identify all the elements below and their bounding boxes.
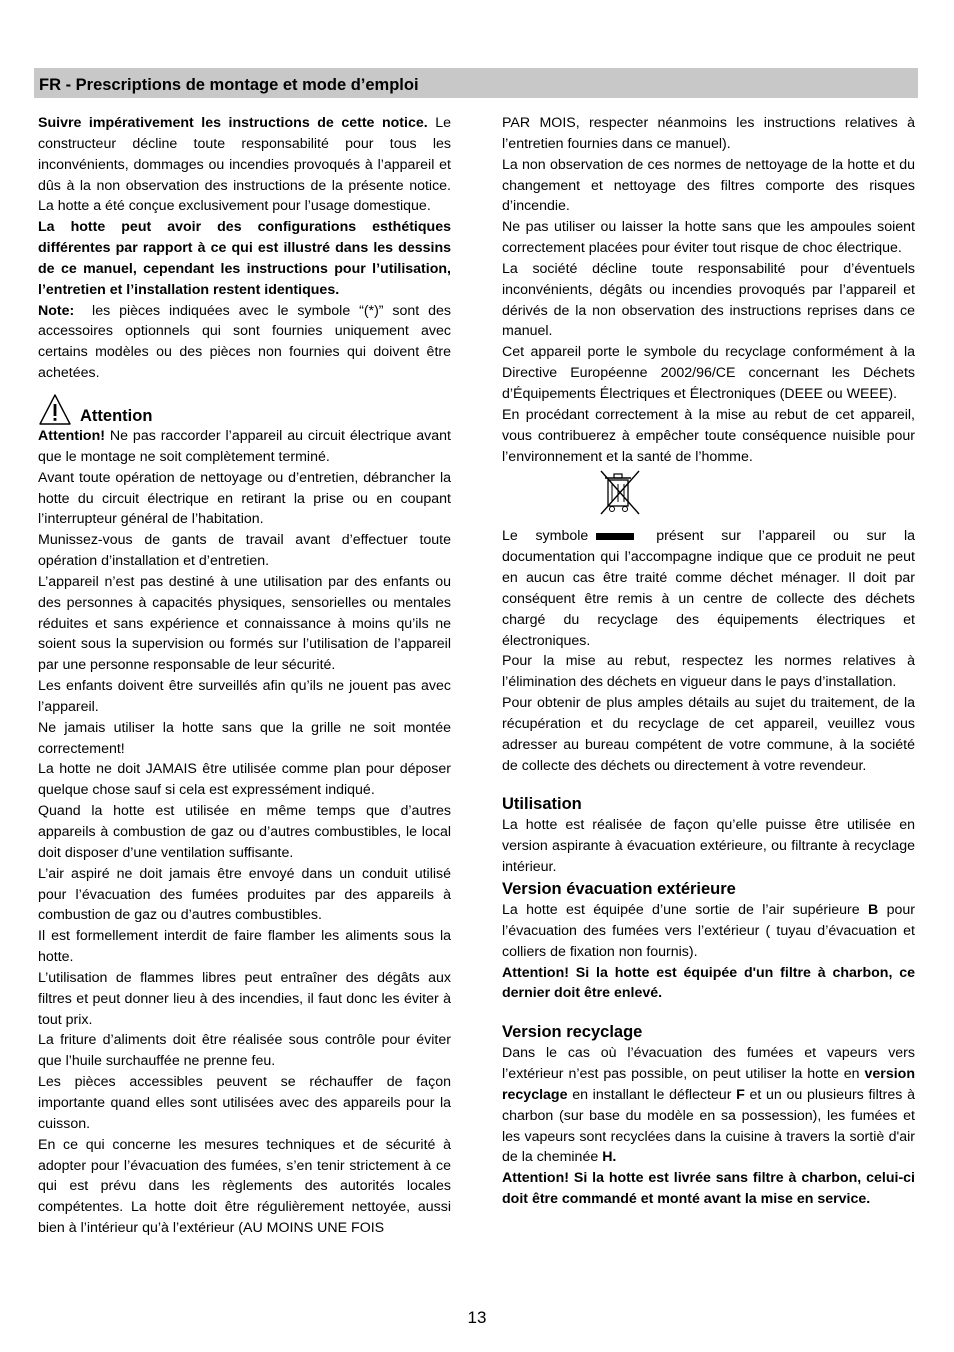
letter-h: H. [602, 1149, 617, 1166]
intro-bold: Suivre impérativement les instructions de cette notice. [38, 115, 428, 131]
paragraph: La société décline toute responsabilité pour d’éventuels inconvénients, dégâts ou incendies provoqués par l’appareil et dérivés de la non observation des instructions reprises dans ce manuel. [502, 260, 915, 340]
paragraph: PAR MOIS, respecter néanmoins les instructions relatives à l’entretien fournies dans ce manuel). [502, 115, 915, 152]
paragraph: Avant toute opération de nettoyage ou d’entretien, débrancher la hotte du circuit électrique en retirant la prise ou en coupant l’interrupteur général de l’habitation. [38, 469, 451, 528]
attention-heading-row [38, 393, 451, 427]
intro-paragraph [38, 113, 451, 217]
weee-bar-icon [596, 533, 634, 540]
attention-text: Ne pas raccorder l’appareil au circuit électrique avant que le montage ne soit complètement terminé. [38, 427, 451, 465]
exterior-text [502, 900, 915, 963]
symbol-prefix: Le symbole [502, 528, 589, 545]
paragraph: Les enfants doivent être surveillés afin qu’ils ne jouent pas avec l’appareil. [38, 678, 451, 715]
exterior-warning: Attention! Si la hotte est équipée d'un filtre à charbon, ce dernier doit être enlevé. [502, 964, 915, 1002]
symbol-paragraph [502, 526, 915, 651]
crossed-bin-icon [598, 468, 642, 518]
paragraph: L’appareil n’est pas destiné à une utilisation par des enfants ou des personnes à capacités physiques, sensorielles ou mentales réduites et sans expérience et connaissance à moins qu’ils ne soient sous la supervision ou formés sur l’utilisation de l’appareil par une personne responsable de leur sécurité. [38, 573, 451, 674]
paragraph: Ne jamais utiliser la hotte sans que la grille ne soit montée correctement! [38, 719, 451, 757]
exterior-text-b: pour l’évacuation des fumées vers l’extérieur ( tuyau d’évacuation et colliers de fixation non fournis). [502, 902, 915, 960]
attention-heading: Attention [80, 406, 153, 425]
page-number: 13 [467, 1308, 487, 1327]
note-label: Note: [38, 302, 75, 319]
config-notice: La hotte peut avoir des configurations esthétiques différentes par rapport à ce qui est illustré dans les dessins de ce manuel, cependant les instructions pour l’utilisation, l’entretien et l’installation restent identiques. [38, 219, 451, 298]
recycling-text [502, 1043, 915, 1168]
paragraph: La hotte ne doit JAMAIS être utilisée comme plan pour déposer quelque chose sauf si cela est expressément indiqué. [38, 761, 451, 799]
paragraph: L’utilisation de flammes libres peut entraîner des dégâts aux filtres et peut donner lieu à des incendies, il faut donc les éviter à tout prix. [38, 969, 451, 1028]
paragraph: Il est formellement interdit de faire flamber les aliments sous la hotte. [38, 928, 451, 966]
section-title: FR - Prescriptions de montage et mode d’emploi [39, 76, 419, 94]
right-column [502, 113, 915, 1210]
attention-paragraph [38, 426, 451, 468]
left-column [38, 113, 451, 1239]
paragraph: Pour obtenir de plus amples détails au sujet du traitement, de la récupération et du recyclage de cet appareil, veuillez vous adresser au bureau compétent de votre commune, à la société de collecte des déchets ou directement à votre revendeur. [502, 695, 915, 774]
paragraph: Pour la mise au rebut, respectez les normes relatives à l’élimination des déchets en vigueur dans le pays d’installation. [502, 653, 915, 691]
exterior-heading: Version évacuation extérieure [502, 880, 736, 898]
paragraph: La friture d’aliments doit être réalisée sous contrôle pour éviter que l’huile surchauffée ne prenne feu. [38, 1032, 451, 1070]
recycling-warning: Attention! Si la hotte est livrée sans filtre à charbon, celui-ci doit être commandé et monté avant la mise en service. [502, 1170, 915, 1208]
note-text: les pièces indiquées avec le symbole “(*)” sont des accessoires optionnels qui sont fournies uniquement avec certains modèles ou des pièces non fournies qui doivent être achetées. [38, 302, 451, 382]
recycling-bold: version recyclage [502, 1066, 915, 1103]
recycling-text-a: Dans le cas où l’évacuation des fumées et vapeurs vers l’extérieur n’est pas possible, on peut utiliser la hotte en [502, 1045, 915, 1083]
paragraph: Les pièces accessibles peuvent se réchauffer de façon importante quand elles sont utilisées avec des appareils pour la cuisson. [38, 1074, 451, 1132]
symbol-text: présent sur l’appareil ou sur la documentation qui l’accompagne indique que ce produit ne peut en aucun cas être traité comme déchet ménager. Il doit par conséquent être remis à un centre de collecte des déchets chargé du recyclage des équipements électriques et électroniques. [502, 528, 915, 649]
recycling-text-b: en installant le déflecteur [572, 1086, 732, 1103]
weee-symbol-area [502, 468, 915, 526]
section-header-bar [34, 68, 918, 98]
paragraph: L’air aspiré ne doit jamais être envoyé dans un conduit utilisé pour l’évacuation des fumées produites par des appareils à combustion de gaz ou d’autres combustibles. [38, 865, 451, 924]
letter-b: B [868, 902, 879, 918]
paragraph: La non observation de ces normes de nettoyage de la hotte et du changement et nettoyage des filtres comporte des risques d’incendie. [502, 156, 915, 215]
note-paragraph [38, 301, 451, 384]
attention-bold: Attention! [38, 427, 105, 444]
paragraph: Quand la hotte est utilisée en même temps que d’autres appareils à combustion de gaz ou d’autres combustibles, le local doit disposer d’une ventilation suffisante. [38, 803, 451, 861]
paragraph: Ne pas utiliser ou laisser la hotte sans que les ampoules soient correctement placées pour éviter tout risque de choc électrique. [502, 219, 915, 257]
paragraph: Munissez-vous de gants de travail avant d’effectuer toute opération d’installation et d’entretien. [38, 532, 451, 570]
utilisation-text: La hotte est réalisée de façon qu’elle puisse être utilisée en version aspirante à évacuation extérieure, ou filtrante à recyclage intérieur. [502, 817, 915, 876]
paragraph: En ce qui concerne les mesures techniques et de sécurité à adopter pour l’évacuation des fumées, s’en tenir strictement à ce qui est prévu dans les règlements des autorités locales compétentes. La hotte doit être régulièrement nettoyée, aussi bien à l’intérieur qu’à l’extérieur (AU MOINS UNE FOIS [38, 1136, 451, 1237]
utilisation-heading: Utilisation [502, 795, 582, 814]
letter-f: F [736, 1086, 745, 1103]
intro-text: Le constructeur décline toute responsabilité pour tous les inconvénients, dommages ou incendies provoqués à l’appareil et dûs à la non observation des instructions de la présente notice. La hotte a été conçue exclusivement pour l’usage domestique. [38, 115, 451, 215]
paragraph: Cet appareil porte le symbole du recyclage conformément à la Directive Européenne 2002/96/CE concernant les Déchets d’Équipements Électriques et Électroniques (DEEE ou WEEE). [502, 344, 915, 402]
recycling-heading: Version recyclage [502, 1023, 643, 1042]
recycling-text-c: et un ou plusieurs filtres à charbon (sur base du modèle en sa possession), les fumées et les vapeurs sont recyclées dans la cuisine à travers la sortiè d'air de la cheminée [502, 1086, 915, 1166]
paragraph: En procédant correctement à la mise au rebut de cet appareil, vous contribuerez à empêcher toute conséquence nuisible pour l’environnement et la santé de l’homme. [502, 406, 915, 465]
exterior-text-a: La hotte est équipée d’une sortie de l’air supérieure [502, 902, 860, 918]
warning-triangle-icon [38, 393, 72, 427]
